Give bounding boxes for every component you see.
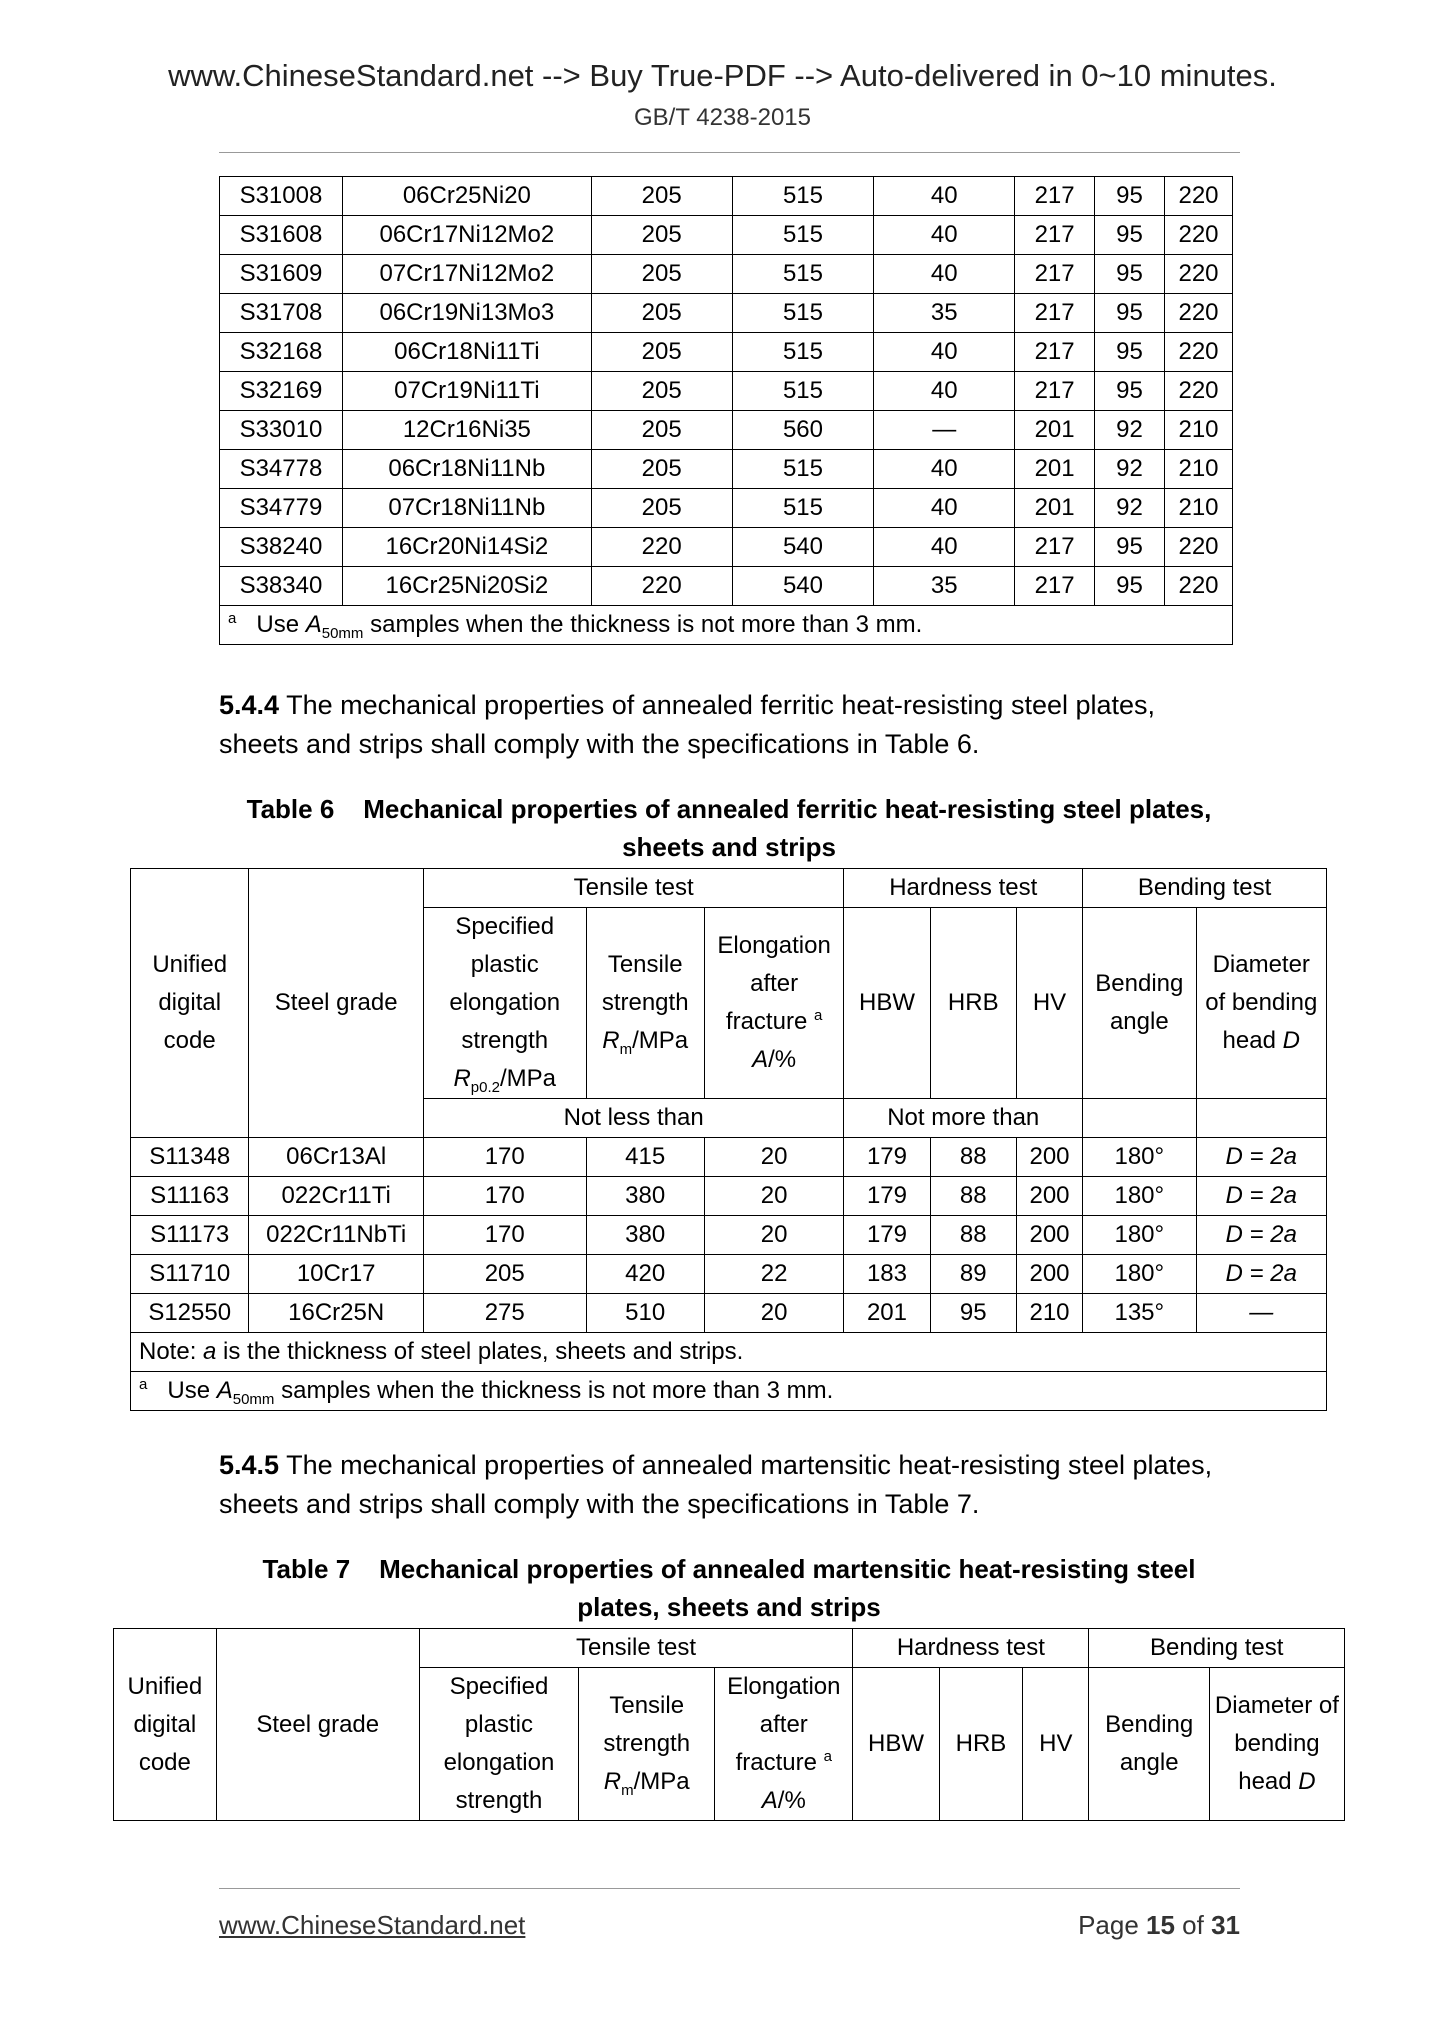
table-cell: 95: [1095, 255, 1165, 294]
table-cell: 95: [1095, 528, 1165, 567]
group-hardness: Hardness test: [853, 1629, 1089, 1668]
table-cell: 205: [423, 1255, 586, 1294]
table-cell: 220: [1164, 372, 1232, 411]
table-cell: 35: [874, 294, 1015, 333]
table-row: [220, 450, 1233, 489]
table-cell: S12550: [131, 1294, 249, 1333]
table-cell: 510: [586, 1294, 704, 1333]
table-cell: S31708: [220, 294, 343, 333]
col-elong-label: Elongation after fracture: [717, 932, 831, 1035]
table-cell: 380: [586, 1177, 704, 1216]
col-yield-label: Specified plastic elongation strength: [449, 913, 561, 1054]
table-6-caption-line-2: sheets and strips: [622, 832, 836, 862]
table-cell: S31609: [220, 255, 343, 294]
col-yield-sub: p0.2: [470, 1078, 500, 1096]
table-cell: 89: [930, 1255, 1016, 1294]
table-cell: 217: [1015, 216, 1095, 255]
footnote-symbol: A: [305, 611, 322, 638]
table-cell: 180°: [1083, 1138, 1196, 1177]
col-code: Unified digital code: [114, 1629, 217, 1821]
table-cell: 88: [930, 1177, 1016, 1216]
table-cell: 35: [874, 567, 1015, 606]
table-cell: 20: [704, 1216, 843, 1255]
table-cell: D = 2a: [1196, 1138, 1327, 1177]
table-cell: S11348: [131, 1138, 249, 1177]
table-7-caption-line-2: plates, sheets and strips: [577, 1592, 881, 1622]
table-cell: 220: [591, 528, 732, 567]
table-cell: 220: [1164, 567, 1232, 606]
table-cell: S31008: [220, 177, 343, 216]
blank-cell: [1196, 1099, 1327, 1138]
table-cell: 205: [591, 216, 732, 255]
table-5-footnote: [220, 606, 1233, 645]
footnote-text-post: samples when the thickness is not more than 3 mm.: [274, 1377, 834, 1404]
section-number: 5.4.4: [219, 690, 280, 720]
table-cell: 40: [874, 216, 1015, 255]
table-row: [131, 1255, 1327, 1294]
col-tensile-sym: R: [603, 1768, 622, 1795]
section-5-4-5: [219, 1446, 1239, 1524]
col-elong-sup: a: [823, 1748, 832, 1765]
table-cell: 205: [591, 177, 732, 216]
table-cell: 40: [874, 489, 1015, 528]
table-6-note-row: [131, 1333, 1327, 1372]
table-cell: S11173: [131, 1216, 249, 1255]
col-hrb: HRB: [939, 1668, 1022, 1821]
col-elong-unit: /%: [777, 1787, 806, 1814]
footnote-symbol: A: [216, 1377, 233, 1404]
table-row: [220, 567, 1233, 606]
table-cell: 40: [874, 450, 1015, 489]
col-tensile: [579, 1668, 715, 1821]
table-cell: S34778: [220, 450, 343, 489]
col-yield: Specified plastic elongation strength: [419, 1668, 578, 1821]
table-cell: 179: [844, 1177, 930, 1216]
table-6-footnote: [131, 1372, 1327, 1411]
table-cell: 220: [1164, 333, 1232, 372]
table-cell: 88: [930, 1138, 1016, 1177]
table-cell: S32169: [220, 372, 343, 411]
table-cell: 20: [704, 1138, 843, 1177]
table-cell: 201: [844, 1294, 930, 1333]
table-cell: 217: [1015, 255, 1095, 294]
table-7-caption: [219, 1550, 1239, 1626]
table-cell: —: [874, 411, 1015, 450]
table-6-caption-line-1: Table 6 Mechanical properties of annealed ferritic heat-resisting steel plates,: [246, 794, 1212, 824]
table-cell: 88: [930, 1216, 1016, 1255]
col-yield-unit: /MPa: [500, 1065, 557, 1092]
table-cell: S38340: [220, 567, 343, 606]
page-of: of: [1174, 1910, 1212, 1940]
table-cell: 217: [1015, 528, 1095, 567]
table-row: [131, 1177, 1327, 1216]
table-cell: 205: [591, 294, 732, 333]
page-number: [1078, 1910, 1240, 1941]
table-cell: 16Cr20Ni14Si2: [342, 528, 591, 567]
col-hrb: HRB: [930, 908, 1016, 1099]
table-cell: 275: [423, 1294, 586, 1333]
table-7: [113, 1628, 1345, 1821]
table-cell: 205: [591, 489, 732, 528]
col-tensile-unit: /MPa: [633, 1768, 690, 1795]
table-cell: 200: [1016, 1177, 1082, 1216]
note-symbol: a: [203, 1338, 217, 1365]
col-grade: Steel grade: [216, 1629, 419, 1821]
section-number: 5.4.5: [219, 1450, 280, 1480]
table-row: [131, 1294, 1327, 1333]
table-cell: 180°: [1083, 1216, 1196, 1255]
table-cell: 180°: [1083, 1177, 1196, 1216]
table-row: [131, 1216, 1327, 1255]
col-diameter-sym: D: [1282, 1027, 1300, 1054]
table-row: [220, 216, 1233, 255]
table-cell: 16Cr25Ni20Si2: [342, 567, 591, 606]
table-cell: 515: [732, 489, 874, 528]
col-tensile-sym: R: [602, 1027, 620, 1054]
table-cell: 210: [1164, 450, 1232, 489]
table-cell: 92: [1095, 411, 1165, 450]
table-cell: 95: [1095, 294, 1165, 333]
col-hv: HV: [1016, 908, 1082, 1099]
table-6-footnote-row: [131, 1372, 1327, 1411]
table-cell: D = 2a: [1196, 1255, 1327, 1294]
col-bending-angle: Bending angle: [1083, 908, 1196, 1099]
table-row: [220, 411, 1233, 450]
col-grade: Steel grade: [249, 869, 424, 1138]
table-cell: 06Cr13Al: [249, 1138, 424, 1177]
table-cell: 515: [732, 333, 874, 372]
table-cell: 180°: [1083, 1255, 1196, 1294]
table-cell: 170: [423, 1216, 586, 1255]
page-label: Page: [1078, 1910, 1147, 1940]
footnote-subscript: 50mm: [321, 624, 364, 642]
table-cell: D = 2a: [1196, 1216, 1327, 1255]
group-hardness: Hardness test: [844, 869, 1083, 908]
table-cell: 40: [874, 372, 1015, 411]
table-cell: 201: [1015, 450, 1095, 489]
table-cell: 06Cr17Ni12Mo2: [342, 216, 591, 255]
table-cell: 179: [844, 1216, 930, 1255]
table-7-group-header: [114, 1629, 1345, 1668]
table-cell: 217: [1015, 567, 1095, 606]
table-cell: 95: [1095, 216, 1165, 255]
footnote-text-post: samples when the thickness is not more than 3 mm.: [363, 611, 923, 638]
table-cell: 540: [732, 528, 874, 567]
col-tensile-sub: m: [619, 1040, 633, 1058]
col-diameter-sym: D: [1298, 1768, 1316, 1795]
col-elong-sup: a: [813, 1007, 823, 1024]
table-cell: S11163: [131, 1177, 249, 1216]
blank-cell: [1083, 1099, 1196, 1138]
table-row: [220, 294, 1233, 333]
footnote-subscript: 50mm: [232, 1390, 275, 1408]
header-divider: [219, 152, 1240, 153]
table-cell: 06Cr19Ni13Mo3: [342, 294, 591, 333]
col-diameter-label: Diameter of bending head: [1214, 1692, 1339, 1795]
section-text: The mechanical properties of annealed martensitic heat-resisting steel plates, sheets and strips shall comply with the specifications in Table 7.: [219, 1450, 1213, 1519]
table-cell: S34779: [220, 489, 343, 528]
table-row: [220, 255, 1233, 294]
table-cell: 40: [874, 177, 1015, 216]
col-elong-unit: /%: [768, 1046, 797, 1073]
table-cell: —: [1196, 1294, 1327, 1333]
table-5-footnote-row: [220, 606, 1233, 645]
table-cell: 217: [1015, 294, 1095, 333]
table-5-body: [220, 177, 1233, 606]
table-cell: 95: [930, 1294, 1016, 1333]
table-cell: 205: [591, 372, 732, 411]
table-cell: 170: [423, 1138, 586, 1177]
table-6-body: [131, 1138, 1327, 1333]
table-cell: 217: [1015, 372, 1095, 411]
table-6-caption: [219, 790, 1239, 866]
table-cell: 07Cr17Ni12Mo2: [342, 255, 591, 294]
table-cell: 210: [1164, 411, 1232, 450]
table-cell: 135°: [1083, 1294, 1196, 1333]
table-cell: 200: [1016, 1138, 1082, 1177]
table-cell: 205: [591, 450, 732, 489]
table-cell: 95: [1095, 177, 1165, 216]
col-elong-label: Elongation after fracture: [727, 1673, 841, 1776]
col-hbw: HBW: [853, 1668, 940, 1821]
table-cell: S32168: [220, 333, 343, 372]
footnote-mark: a: [139, 1376, 148, 1393]
col-tensile: [586, 908, 704, 1099]
section-text: The mechanical properties of annealed ferritic heat-resisting steel plates, sheets and strips shall comply with the specifications in Table 6.: [219, 690, 1156, 759]
table-cell: 201: [1015, 489, 1095, 528]
footer-divider: [219, 1888, 1240, 1889]
table-row: [220, 528, 1233, 567]
group-bending: Bending test: [1083, 869, 1327, 908]
table-cell: 95: [1095, 372, 1165, 411]
table-cell: 220: [1164, 528, 1232, 567]
col-elong-sym: A: [761, 1787, 778, 1814]
table-cell: 183: [844, 1255, 930, 1294]
table-cell: 40: [874, 528, 1015, 567]
footnote-mark: a: [228, 610, 237, 627]
table-cell: S33010: [220, 411, 343, 450]
group-tensile: Tensile test: [419, 1629, 852, 1668]
table-cell: 201: [1015, 411, 1095, 450]
col-tensile-label: Tensile strength: [601, 951, 689, 1016]
table-cell: 560: [732, 411, 874, 450]
table-cell: 06Cr25Ni20: [342, 177, 591, 216]
table-cell: 220: [1164, 255, 1232, 294]
table-cell: 40: [874, 255, 1015, 294]
table-6: [130, 868, 1327, 1411]
table-cell: 210: [1016, 1294, 1082, 1333]
col-tensile-sub: m: [621, 1781, 634, 1799]
table-row: [220, 372, 1233, 411]
table-cell: 22: [704, 1255, 843, 1294]
table-cell: 380: [586, 1216, 704, 1255]
table-6-group-header: [131, 869, 1327, 908]
note-post: is the thickness of steel plates, sheets and strips.: [216, 1338, 744, 1365]
table-cell: 20: [704, 1177, 843, 1216]
table-cell: S38240: [220, 528, 343, 567]
table-cell: 515: [732, 255, 874, 294]
table-cell: 07Cr19Ni11Ti: [342, 372, 591, 411]
table-cell: 217: [1015, 177, 1095, 216]
table-cell: 220: [1164, 294, 1232, 333]
col-hv: HV: [1023, 1668, 1089, 1821]
table-cell: 95: [1095, 333, 1165, 372]
not-more-than: Not more than: [844, 1099, 1083, 1138]
not-less-than: Not less than: [423, 1099, 843, 1138]
table-cell: 515: [732, 372, 874, 411]
table-row: [220, 333, 1233, 372]
table-cell: 20: [704, 1294, 843, 1333]
group-bending: Bending test: [1089, 1629, 1345, 1668]
header-banner[interactable]: www.ChineseStandard.net --> Buy True-PDF --> Auto-delivered in 0~10 minutes.: [168, 58, 1277, 93]
table-cell: 16Cr25N: [249, 1294, 424, 1333]
table-7-caption-line-1: Table 7 Mechanical properties of annealed martensitic heat-resisting steel: [262, 1554, 1196, 1584]
table-cell: 420: [586, 1255, 704, 1294]
table-cell: S11710: [131, 1255, 249, 1294]
table-cell: 205: [591, 333, 732, 372]
table-cell: 220: [1164, 216, 1232, 255]
table-cell: 10Cr17: [249, 1255, 424, 1294]
table-cell: 06Cr18Ni11Nb: [342, 450, 591, 489]
table-cell: 06Cr18Ni11Ti: [342, 333, 591, 372]
table-cell: 92: [1095, 489, 1165, 528]
table-cell: 179: [844, 1138, 930, 1177]
col-elongation: [715, 1668, 853, 1821]
table-cell: 515: [732, 294, 874, 333]
col-tensile-unit: /MPa: [632, 1027, 689, 1054]
footnote-text-pre: Use: [167, 1377, 217, 1404]
table-cell: 205: [591, 411, 732, 450]
table-cell: 07Cr18Ni11Nb: [342, 489, 591, 528]
table-row: [220, 489, 1233, 528]
table-cell: 210: [1164, 489, 1232, 528]
standard-number: GB/T 4238-2015: [633, 104, 811, 131]
col-bending-angle: Bending angle: [1089, 1668, 1209, 1821]
col-tensile-label: Tensile strength: [603, 1692, 691, 1757]
group-tensile: Tensile test: [423, 869, 843, 908]
section-5-4-4: [219, 686, 1239, 764]
table-6-note: [131, 1333, 1327, 1372]
table-cell: 022Cr11Ti: [249, 1177, 424, 1216]
footer-link[interactable]: www.ChineseStandard.net: [219, 1910, 526, 1940]
table-cell: 220: [1164, 177, 1232, 216]
table-cell: 515: [732, 177, 874, 216]
col-diameter: [1209, 1668, 1344, 1821]
table-cell: 92: [1095, 450, 1165, 489]
col-code: Unified digital code: [131, 869, 249, 1138]
col-yield-sym: R: [453, 1065, 471, 1092]
note-pre: Note:: [139, 1338, 204, 1365]
table-cell: 515: [732, 450, 874, 489]
table-cell: 200: [1016, 1216, 1082, 1255]
col-hbw: HBW: [844, 908, 930, 1099]
col-yield: [423, 908, 586, 1099]
table-cell: 540: [732, 567, 874, 606]
table-cell: 415: [586, 1138, 704, 1177]
table-cell: 220: [591, 567, 732, 606]
table-cell: 170: [423, 1177, 586, 1216]
table-cell: 95: [1095, 567, 1165, 606]
table-cell: 205: [591, 255, 732, 294]
table-row: [131, 1138, 1327, 1177]
table-row: [220, 177, 1233, 216]
table-cell: 40: [874, 333, 1015, 372]
table-cell: 12Cr16Ni35: [342, 411, 591, 450]
page-current: 15: [1146, 1910, 1175, 1940]
table-cell: S31608: [220, 216, 343, 255]
page-total: 31: [1211, 1910, 1240, 1940]
table-5-continued: [219, 176, 1233, 645]
footnote-text-pre: Use: [256, 611, 306, 638]
col-elong-sym: A: [752, 1046, 769, 1073]
table-cell: D = 2a: [1196, 1177, 1327, 1216]
col-diameter: [1196, 908, 1327, 1099]
table-cell: 217: [1015, 333, 1095, 372]
col-elongation: [704, 908, 843, 1099]
table-cell: 200: [1016, 1255, 1082, 1294]
table-cell: 515: [732, 216, 874, 255]
table-cell: 022Cr11NbTi: [249, 1216, 424, 1255]
col-diameter-label: Diameter of bending head: [1205, 951, 1318, 1054]
